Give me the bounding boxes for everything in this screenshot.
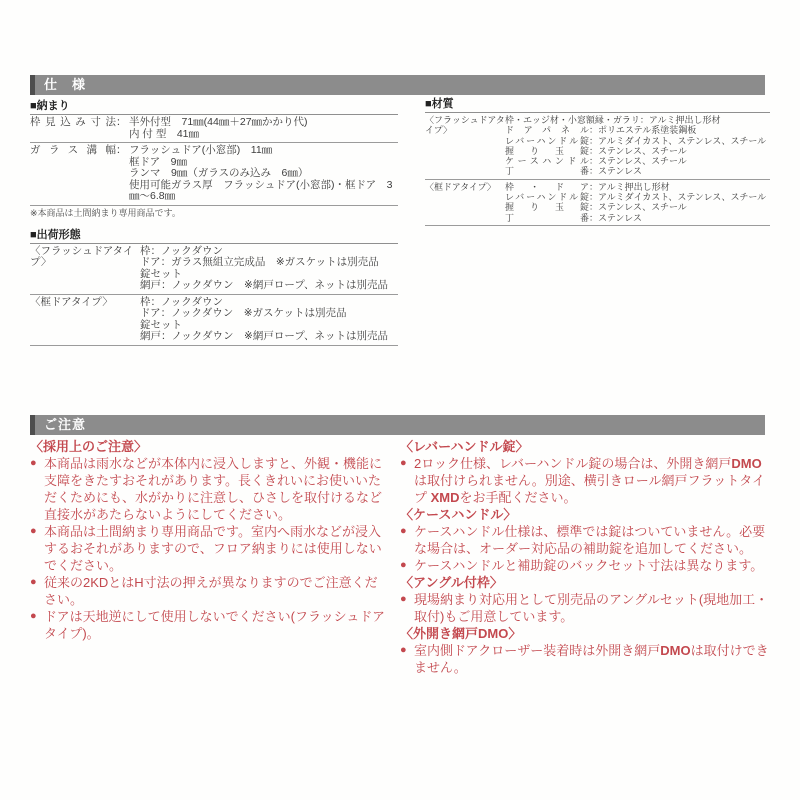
material-sub-value: ステンレス bbox=[598, 166, 642, 177]
note-bullet bbox=[30, 455, 387, 523]
material-sub-label: ドアパネル bbox=[505, 125, 589, 136]
note-bold-text: XMD bbox=[430, 490, 460, 505]
spec-right-column bbox=[425, 98, 770, 226]
material-title: ■材質 bbox=[425, 98, 770, 113]
bullet-marker-icon: ● bbox=[30, 576, 37, 588]
note-bullet-text: 本商品は土間納まり専用商品です。室内へ雨水などが浸入するおそれがありますので、フロア納まりには使用しないでください。 bbox=[44, 524, 382, 573]
material-section bbox=[425, 98, 770, 226]
note-bullet-text: 現場納まり対応用として別売品のアングルセット(現地加工・取付)もご用意しています。 bbox=[414, 592, 769, 624]
material-row-values bbox=[505, 182, 770, 223]
note-heading: 〈レバーハンドル錠〉 bbox=[400, 439, 529, 454]
note-heading: 〈外開き網戸DMO〉 bbox=[400, 626, 522, 641]
shipping-value-line: 錠セット bbox=[140, 318, 182, 331]
note-bullet-text: ケースハンドルと補助錠のバックセット寸法は異なります。 bbox=[414, 558, 764, 573]
note-bullet bbox=[30, 523, 387, 574]
bullet-marker-icon: ● bbox=[400, 644, 407, 656]
note-bullet-text: ケースハンドル仕様は、標準では錠はついていません。必要な場合は、オーダー対応品の補助錠を追加してください。 bbox=[414, 524, 766, 556]
spec-value-line: 框ドア 9㎜ bbox=[129, 155, 188, 168]
material-value-line: ケースハンドル：ステンレス、スチール bbox=[505, 156, 687, 167]
material-row bbox=[425, 113, 770, 180]
material-row-label: 〈フラッシュドアタイプ〉 bbox=[425, 115, 505, 136]
material-value-line: 丁番：ステンレス bbox=[505, 212, 642, 223]
shipping-row-values bbox=[140, 246, 398, 292]
bullet-marker-icon: ● bbox=[400, 525, 407, 537]
bullet-marker-icon: ● bbox=[30, 610, 37, 622]
material-sub-value: ステンレス、スチール bbox=[598, 145, 687, 156]
material-sub-label: 握り玉錠 bbox=[505, 145, 589, 156]
note-heading: 〈ケースハンドル〉 bbox=[400, 507, 517, 522]
shipping-value-line: 枠：ノックダウン bbox=[140, 244, 224, 257]
material-sub-value: ステンレス、スチール bbox=[598, 202, 687, 213]
spec-header-title: 仕 様 bbox=[44, 77, 87, 92]
spec-row-values bbox=[129, 145, 398, 203]
material-sub-label: レバーハンドル錠 bbox=[505, 135, 589, 146]
material-sub-label: 握り玉錠 bbox=[505, 202, 589, 213]
spec-row-label: 枠見込み寸法： bbox=[30, 116, 127, 128]
notes-right-column bbox=[400, 438, 772, 676]
material-value-line: レバーハンドル錠：アルミダイカスト、ステンレス、スチール bbox=[505, 192, 767, 203]
osamari-section bbox=[30, 100, 398, 218]
material-row-label: 〈框ドアタイプ〉 bbox=[425, 181, 496, 192]
osamari-title: ■納まり bbox=[30, 100, 398, 115]
shipping-value-line: ドア：ガラス無組立完成品 ※ガスケットは別売品 bbox=[140, 256, 379, 268]
material-sub-value: ステンレス bbox=[598, 212, 642, 223]
material-sub-label: ケースハンドル bbox=[505, 156, 589, 167]
material-sub-label: 枠・ドア bbox=[505, 181, 589, 192]
notes-left-column bbox=[30, 438, 387, 642]
spec-row bbox=[30, 143, 398, 206]
note-bullet-text: ドアは天地逆にして使用しないでください(フラッシュドアタイプ)。 bbox=[44, 609, 386, 641]
material-sub-value: ポリエステル系塗装鋼板 bbox=[598, 125, 697, 136]
material-row bbox=[425, 180, 770, 226]
bullet-marker-icon: ● bbox=[30, 525, 37, 537]
material-sub-value: アルミダイカスト、ステンレス、スチール bbox=[598, 192, 767, 203]
material-sub-label: レバーハンドル錠 bbox=[505, 192, 589, 203]
shipping-row bbox=[30, 244, 398, 295]
spec-value-line: 半外付型 71㎜(44㎜＋27㎜かかり代) bbox=[129, 116, 308, 128]
material-value-line: 枠・ドア：アルミ押出し形材 bbox=[505, 181, 670, 192]
notes-header-bar bbox=[30, 415, 765, 435]
spec-value-line: 内 付 型 41㎜ bbox=[129, 127, 200, 140]
note-bullet bbox=[400, 591, 772, 625]
material-row-values bbox=[505, 115, 770, 177]
note-bullet-text: 室内側ドアクローザー装着時は外開き網戸DMOは取付けできません。 bbox=[414, 643, 769, 675]
note-bullet bbox=[400, 642, 772, 676]
shipping-section bbox=[30, 229, 398, 346]
spec-row-label-text: 枠見込み寸法 bbox=[30, 116, 116, 128]
note-heading: 〈採用上のご注意〉 bbox=[30, 439, 148, 454]
material-value-line: 丁番：ステンレス bbox=[505, 166, 642, 177]
shipping-title: ■出荷形態 bbox=[30, 229, 398, 244]
material-sub-value: アルミ押出し形材 bbox=[598, 181, 670, 192]
bullet-marker-icon: ● bbox=[400, 457, 407, 469]
shipping-row bbox=[30, 295, 398, 346]
spec-header-bar bbox=[30, 75, 765, 95]
spec-row-values bbox=[129, 117, 398, 140]
spec-row-label: ガラス溝幅： bbox=[30, 144, 127, 156]
shipping-value-line: 網戸：ノックダウン ※網戸ロープ、ネットは別売品 bbox=[140, 279, 388, 291]
bullet-marker-icon: ● bbox=[30, 457, 37, 469]
spec-left-column bbox=[30, 100, 398, 346]
shipping-value-line: 網戸：ノックダウン ※網戸ロープ、ネットは別売品 bbox=[140, 330, 388, 342]
spec-value-line: 使用可能ガラス厚 フラッシュドア(小窓部)・框ドア 3㎜～6.8㎜ bbox=[129, 178, 393, 202]
note-bullet-text: 本商品は雨水などが本体内に浸入しますと、外観・機能に支障をきたすおそれがあります。長くきれいにお使いいただくためにも、水がかりに注意し、ひさしを取付けるなど直接水があたらないようにしてください。 bbox=[44, 456, 383, 522]
bullet-marker-icon: ● bbox=[400, 593, 407, 605]
spec-row-label-text: ガラス溝幅 bbox=[30, 144, 116, 156]
shipping-value-line: 枠：ノックダウン bbox=[140, 295, 224, 308]
shipping-row-label: 〈框ドアタイプ〉 bbox=[30, 295, 113, 308]
material-value-line: 握り玉錠：ステンレス、スチール bbox=[505, 202, 687, 213]
note-bullet bbox=[400, 523, 772, 557]
spec-row bbox=[30, 115, 398, 143]
spec-value-line: ランマ 9㎜（ガラスのみ込み 6㎜） bbox=[129, 167, 309, 179]
note-bullet bbox=[400, 557, 772, 574]
material-value-line: レバーハンドル錠：アルミダイカスト、ステンレス、スチール bbox=[505, 135, 767, 146]
note-bullet bbox=[30, 574, 387, 608]
shipping-row-label: 〈フラッシュドアタイプ〉 bbox=[30, 244, 134, 268]
spec-value-line: フラッシュドア(小窓部) 11㎜ bbox=[129, 144, 273, 156]
material-value-line: ドアパネル：ポリエステル系塗装鋼板 bbox=[505, 125, 697, 136]
note-bullet-text: 従来の2KDとはH寸法の押えが異なりますのでご注意ください。 bbox=[44, 575, 378, 607]
note-heading: 〈アングル付枠〉 bbox=[400, 575, 503, 590]
material-sub-label: 丁番 bbox=[505, 166, 589, 177]
notes-header-title: ご注意 bbox=[44, 417, 87, 432]
shipping-value-line: 錠セット bbox=[140, 267, 182, 280]
note-bullet bbox=[400, 455, 772, 506]
note-bullet-text: 2ロック仕様、レバーハンドル錠の場合は、外開き網戸DMOは取付けられません。別途、横引きロール網戸フラットタイプ XMDをお手配ください。 bbox=[414, 456, 766, 505]
material-sub-value: アルミダイカスト、ステンレス、スチール bbox=[598, 135, 767, 146]
bullet-marker-icon: ● bbox=[400, 559, 407, 571]
material-sub-value: ステンレス、スチール bbox=[598, 156, 687, 167]
note-bold-text: DMO bbox=[660, 643, 691, 658]
shipping-row-values bbox=[140, 297, 398, 343]
material-sub-label: 丁番 bbox=[505, 212, 589, 223]
material-value-line: 枠・エッジ材・小窓額縁・ガラリ：アルミ押出し形材 bbox=[505, 115, 721, 125]
osamari-footnote: ※本商品は土間納まり専用商品です。 bbox=[30, 207, 181, 218]
material-value-line: 握り玉錠：ステンレス、スチール bbox=[505, 145, 687, 156]
note-bold-text: DMO bbox=[731, 456, 762, 471]
shipping-value-line: ドア：ノックダウン ※ガスケットは別売品 bbox=[140, 307, 347, 319]
note-bullet bbox=[30, 608, 387, 642]
